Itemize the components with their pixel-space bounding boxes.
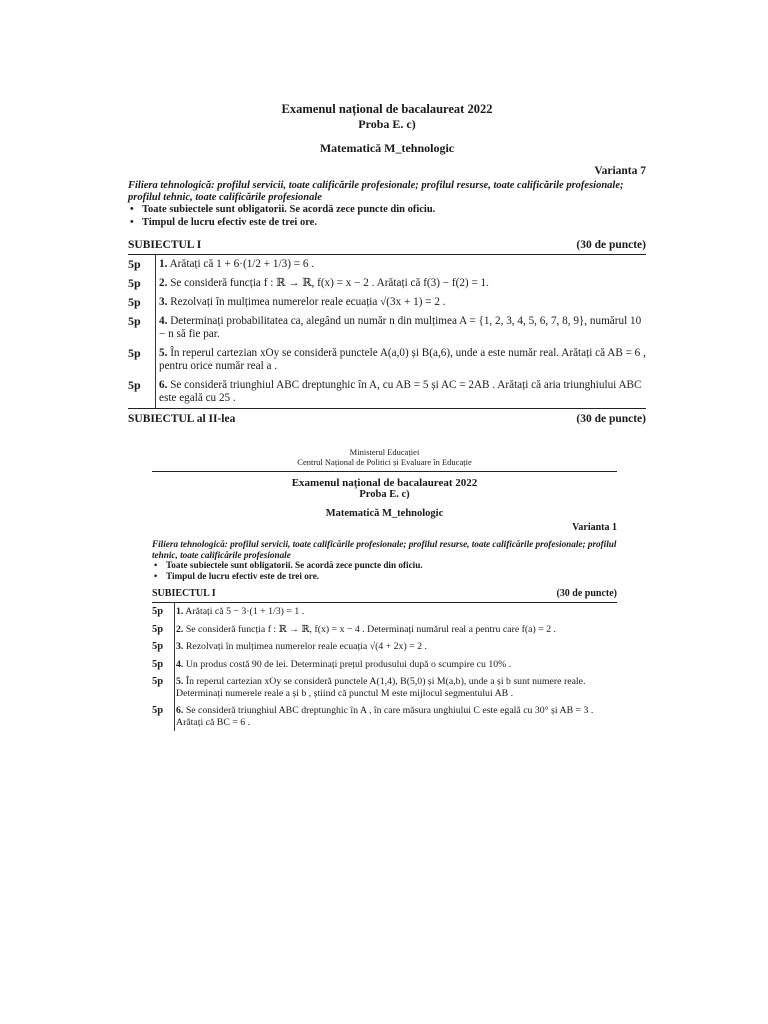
item-number: 6.: [159, 379, 168, 391]
item-number: 3.: [176, 641, 184, 652]
item-text: Rezolvați în mulțimea numerelor reale ecuația √(3x + 1) = 2 .: [170, 296, 446, 308]
section-divider: [128, 408, 646, 409]
item-points: 5p: [128, 257, 141, 271]
exam-subject: Matematică M_tehnologic: [319, 141, 455, 155]
item-points: 5p: [128, 314, 141, 328]
section-points: (30 de puncte): [556, 588, 617, 599]
item-text: În reperul cartezian xOy se consideră punctele A(a,0) și B(a,6), unde a este număr real. Arătați că AB = 6 , pentru orice număr real a .: [159, 347, 646, 372]
list-item: [152, 656, 617, 674]
item-text: Se consideră triunghiul ABC dreptunghic în A , în care măsura unghiului C este egală cu 30° și AB = 3 . Arătați că BC = 6 .: [176, 705, 594, 728]
item-text: Se consideră funcția f : ℝ → ℝ, f(x) = x − 2 . Arătați că f(3) − f(2) = 1.: [170, 277, 489, 289]
item-number: 2.: [159, 277, 168, 289]
exam-subject: Matematică M_tehnologic: [325, 508, 444, 519]
item-points: 5p: [152, 641, 164, 652]
exam-rules: [152, 560, 617, 582]
rule-item: • Timpul de lucru efectiv este de trei ore.: [142, 217, 646, 230]
list-item: [128, 344, 646, 376]
section-name: SUBIECTUL I: [128, 239, 202, 251]
items-list: [128, 255, 646, 408]
rule-item: • Timpul de lucru efectiv este de trei ore.: [166, 571, 617, 582]
item-number: 1.: [176, 606, 184, 617]
item-number: 2.: [176, 623, 184, 635]
exam-title: Examenul național de bacalaureat 2022: [281, 102, 493, 116]
item-text: Determinați probabilitatea ca, alegând un număr n din mulțimea A = {1, 2, 3, 4, 5, 6, 7, 8, 9}, numărul 10 − n să fie par.: [159, 315, 642, 340]
section-header: [128, 239, 646, 254]
item-number: 3.: [159, 296, 168, 308]
exam-proba: Proba E. c): [358, 117, 416, 131]
item-number: 6.: [176, 705, 184, 716]
item-text: În reperul cartezian xOy se consideră punctele A(1,4), B(5,0) și M(a,b), unde a și b sunt numere reale. Determinați numerele reale a și b , știind că punctul M este mijlocul segmentului AB .: [176, 676, 586, 699]
header-divider: [152, 471, 617, 472]
item-points: 5p: [152, 705, 164, 716]
item-number: 4.: [159, 315, 168, 327]
items-list: [152, 603, 617, 731]
item-text: Arătați că 5 − 3·(1 + 1/3) = 1 .: [185, 606, 305, 617]
rule-item: • Toate subiectele sunt obligatorii. Se acordă zece puncte din oficiu.: [166, 560, 617, 571]
item-text: Se consideră triunghiul ABC dreptunghic în A, cu AB = 5 și AC = 2AB . Arătați că aria triunghiului ABC este egală cu 25 .: [159, 379, 642, 404]
item-points: 5p: [152, 658, 164, 670]
exam-variant: Varianta 7: [594, 165, 646, 177]
section-header: [128, 413, 646, 428]
list-item: [152, 638, 617, 656]
list-item: [128, 376, 646, 408]
list-item: [152, 702, 617, 731]
column-divider: [174, 603, 175, 731]
item-text: Se consideră funcția f : ℝ → ℝ, f(x) = x − 4 . Determinați numărul real a pentru care f(a) = 2 .: [185, 623, 556, 635]
item-points: 5p: [128, 346, 141, 360]
list-item: [128, 312, 646, 344]
item-text: Rezolvați în mulțimea numerelor reale ecuația √(4 + 2x) = 2 .: [185, 641, 427, 652]
rule-item: • Toate subiectele sunt obligatorii. Se acordă zece puncte din oficiu.: [142, 204, 646, 217]
section-name: SUBIECTUL I: [152, 588, 216, 599]
item-text: Un produs costă 90 de lei. Determinați prețul produsului după o scumpire cu 10% .: [185, 658, 512, 670]
exam-page-variant-7: [128, 100, 646, 428]
exam-proba: Proba E. c): [359, 489, 410, 500]
item-number: 5.: [159, 347, 168, 359]
item-points: 5p: [152, 676, 164, 687]
section-name: SUBIECTUL al II-lea: [128, 413, 236, 425]
exam-variant: Varianta 1: [572, 522, 617, 533]
section-header: [152, 588, 617, 602]
exam-filiera: Filiera tehnologică: profilul servicii, toate calificările profesionale; profilul resurse, toate calificările profesionale; profilul tehnic, toate calificările profesionale: [128, 180, 624, 203]
item-points: 5p: [128, 276, 141, 290]
center-line: Centrul Național de Politici și Evaluare în Educație: [297, 456, 472, 467]
list-item: [128, 255, 646, 274]
exam-page-variant-1: [152, 448, 617, 731]
item-number: 5.: [176, 676, 184, 687]
section-points: (30 de puncte): [576, 239, 646, 251]
list-item: [152, 603, 617, 621]
list-item: [128, 293, 646, 312]
item-points: 5p: [152, 623, 164, 635]
item-points: 5p: [152, 606, 164, 617]
list-item: [152, 673, 617, 702]
item-points: 5p: [128, 378, 141, 392]
list-item: [128, 274, 646, 293]
item-number: 4.: [176, 658, 184, 670]
item-number: 1.: [159, 258, 168, 270]
section-points: (30 de puncte): [576, 413, 646, 425]
item-points: 5p: [128, 295, 141, 309]
ministry-line: Ministerul Educației: [349, 447, 420, 457]
exam-rules: [128, 204, 646, 229]
item-text: Arătați că 1 + 6·(1/2 + 1/3) = 6 .: [169, 258, 315, 270]
column-divider: [155, 255, 156, 408]
exam-title: Examenul național de bacalaureat 2022: [291, 477, 478, 489]
exam-filiera: Filiera tehnologică: profilul servicii, toate calificările profesionale; profilul resurse, toate calificările profesionale; profilul tehnic, toate calificările profesionale: [152, 539, 617, 560]
list-item: [152, 621, 617, 639]
